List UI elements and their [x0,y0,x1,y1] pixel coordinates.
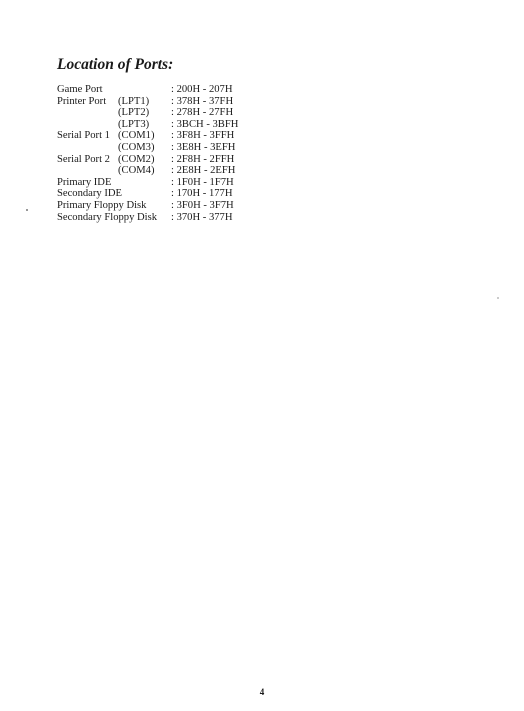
port-name: Serial Port 2 [57,153,110,165]
page-title: Location of Ports: [57,56,174,73]
port-range: : 278H - 27FH [171,107,234,119]
port-range: : 2F8H - 2FFH [171,153,235,165]
port-sub: (LPT1) [118,95,150,107]
port-name: Secondary IDE [57,188,123,200]
port-name: Serial Port 1 [57,130,110,142]
port-sub: (COM4) [118,165,155,177]
port-range: : 170H - 177H [171,188,233,200]
port-range: : 378H - 37FH [171,95,234,107]
port-name: Primary Floppy Disk [57,199,147,211]
port-name: Secondary Floppy Disk [57,211,158,223]
port-range: : 1F0H - 1F7H [171,176,234,188]
port-range: : 2E8H - 2EFH [171,165,236,177]
port-sub: (LPT2) [118,107,150,119]
port-range: : 3E8H - 3EFH [171,141,236,153]
port-name: Printer Port [57,95,107,107]
port-range: : 3BCH - 3BFH [171,118,239,130]
port-sub: (COM2) [118,153,155,165]
port-range: : 200H - 207H [171,84,233,95]
port-sub: (COM3) [118,141,155,153]
port-range: : 3F0H - 3F7H [171,199,234,211]
port-name: Primary IDE [57,176,112,188]
port-range: : 370H - 377H [171,211,233,223]
port-name: Game Port [57,84,103,95]
port-sub: (LPT3) [118,118,150,130]
port-sub: (COM1) [118,130,155,142]
scan-speck [26,209,28,211]
page-number: 4 [259,687,265,697]
port-range: : 3F8H - 3FFH [171,130,235,142]
scan-speck [497,297,499,299]
